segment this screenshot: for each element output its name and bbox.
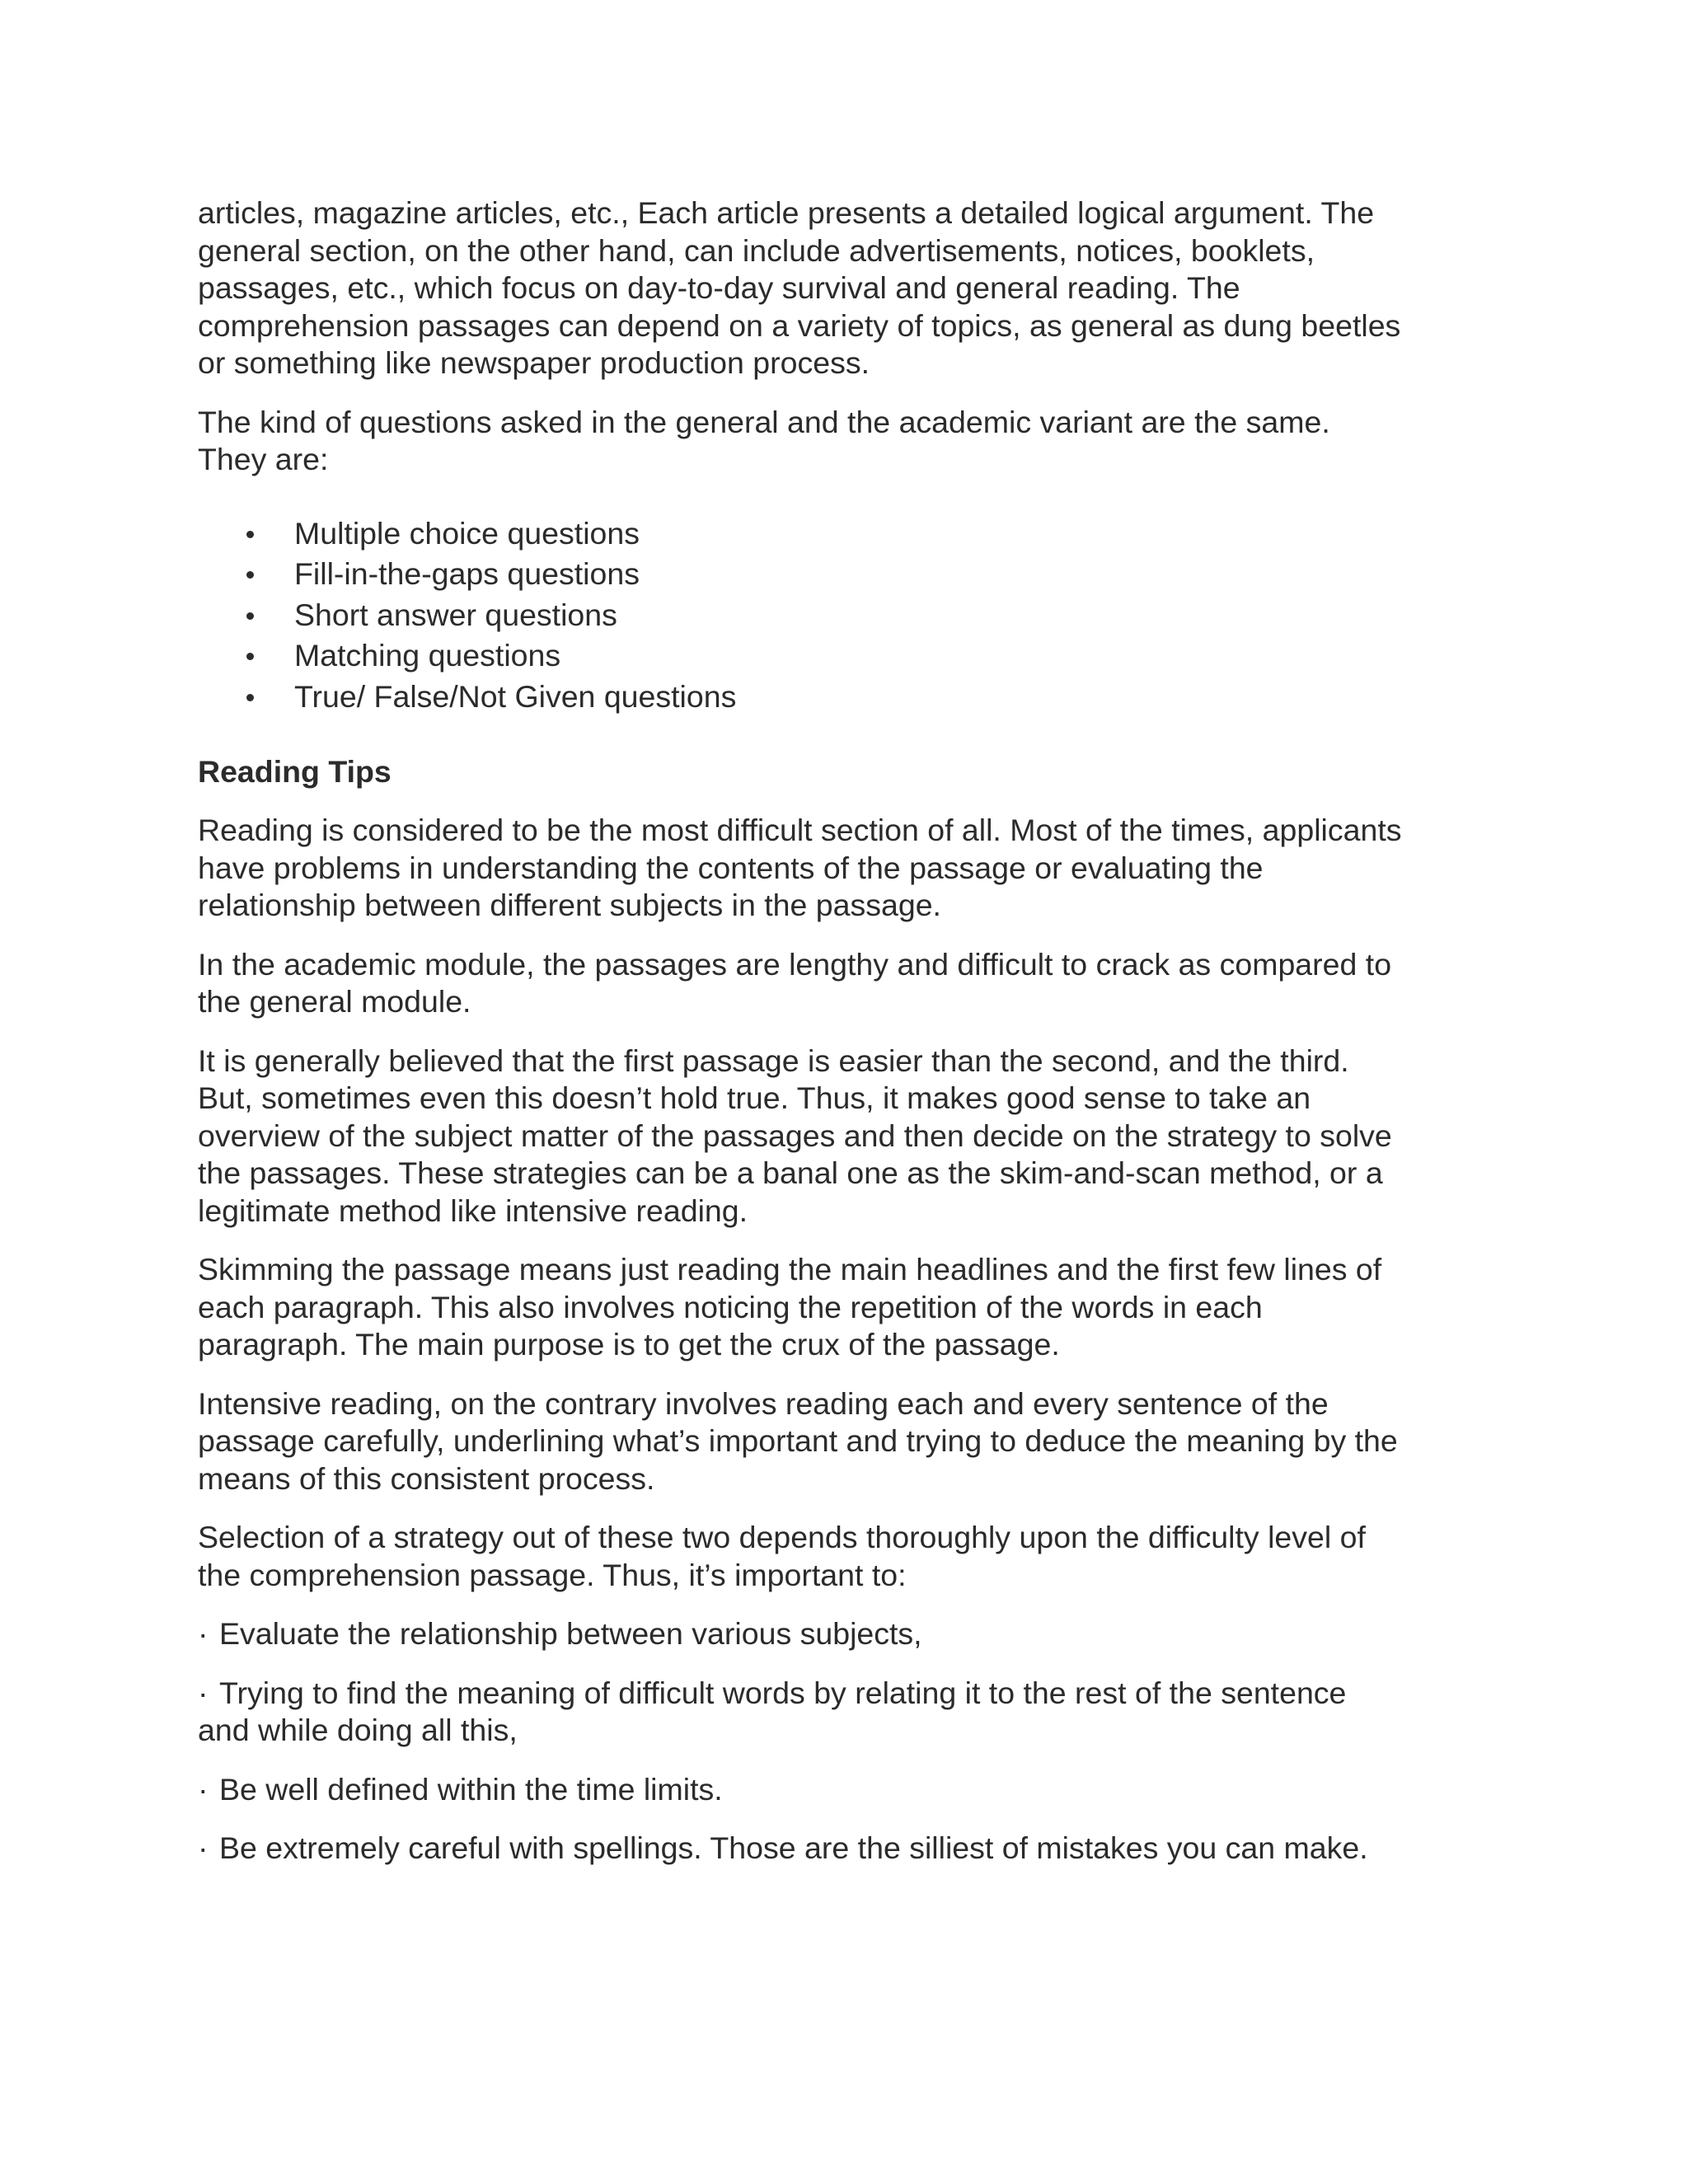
tip-marker: · xyxy=(198,1771,209,1807)
bullet-icon xyxy=(246,694,254,701)
list-item xyxy=(198,554,1517,595)
paragraph-intro: articles, magazine articles, etc., Each article presents a detailed logical argument. The general section, on the other hand, can include advertisements, notices, booklets, passages, etc., which focus on day-to-day survival and general reading. The comprehension passages can depend on a variety of topics, as general as dung beetles or something like newspaper production process. xyxy=(198,195,1401,380)
list-item-label: Multiple choice questions xyxy=(294,515,640,551)
tip-marker: · xyxy=(198,1830,209,1865)
list-item xyxy=(198,513,1517,555)
tip-marker: · xyxy=(198,1675,209,1710)
list-item xyxy=(198,635,1517,677)
bullet-icon xyxy=(246,571,254,579)
bullet-icon xyxy=(246,653,254,660)
bullet-icon xyxy=(246,531,254,538)
section-heading: Reading Tips xyxy=(198,754,392,789)
tip-item xyxy=(198,1675,1517,1750)
paragraph-skimming: Skimming the passage means just reading the main headlines and the first few lines of each paragraph. This also involves noticing the repetition of the words in each paragraph. The main purpose is to get the crux of the passage. xyxy=(198,1252,1382,1361)
list-item-label: Short answer questions xyxy=(294,597,617,632)
tip-text: Be extremely careful with spellings. Those are the silliest of mistakes you can make. xyxy=(219,1830,1368,1865)
tip-item xyxy=(198,1771,1517,1809)
paragraph-intensive-reading: Intensive reading, on the contrary involves reading each and every sentence of the passage carefully, underlining what’s important and trying to deduce the meaning by the means of this consistent process. xyxy=(198,1385,1398,1496)
list-item xyxy=(198,595,1517,636)
list-item xyxy=(198,677,1517,718)
paragraph-academic-module: In the academic module, the passages are lengthy and difficult to crack as compared to the general module. xyxy=(198,946,1392,1019)
document-page xyxy=(198,194,1517,1889)
tip-text: Trying to find the meaning of difficult words by relating it to the rest of the sentence and while doing all this, xyxy=(198,1675,1347,1747)
list-item-label: Matching questions xyxy=(294,638,561,673)
tip-text: Evaluate the relationship between various subjects, xyxy=(219,1616,922,1651)
question-types-list xyxy=(198,513,1517,718)
tip-item xyxy=(198,1830,1517,1868)
tip-text: Be well defined within the time limits. xyxy=(219,1771,723,1807)
tip-item xyxy=(198,1615,1517,1653)
list-item-label: Fill-in-the-gaps questions xyxy=(294,556,640,591)
bullet-icon xyxy=(246,612,254,620)
paragraph-strategy: It is generally believed that the first passage is easier than the second, and the third. But, sometimes even this doesn’t hold true. Thus, it makes good sense to take an overview of the subject matter of the passages and then decide on the strategy to solve the passages. These strategies can be a banal one as the skim-and-scan method, or a legitimate method like intensive reading. xyxy=(198,1043,1392,1228)
paragraph-question-kinds: The kind of questions asked in the general and the academic variant are the same. They are: xyxy=(198,404,1330,476)
list-item-label: True/ False/Not Given questions xyxy=(294,678,737,714)
tip-marker: · xyxy=(198,1616,209,1651)
paragraph-selection: Selection of a strategy out of these two depends thoroughly upon the difficulty level of the comprehension passage. Thus, it’s important to: xyxy=(198,1520,1366,1592)
paragraph-difficulty: Reading is considered to be the most difficult section of all. Most of the times, applicants have problems in understanding the contents of the passage or evaluating the relationship between different subjects in the passage. xyxy=(198,813,1402,922)
